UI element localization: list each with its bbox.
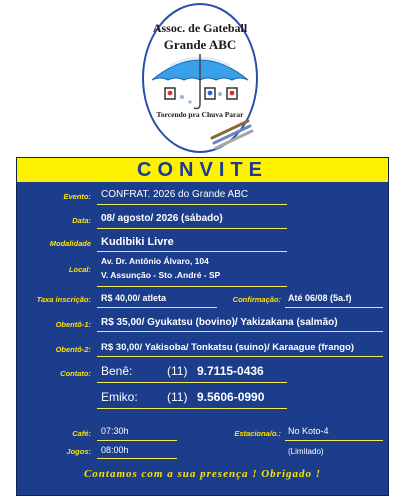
logo-title-line1: Assoc. de Gateball (152, 21, 248, 35)
value-jogos: 08:00h (101, 445, 129, 455)
value-confirmacao: Até 06/08 (5a.f) (288, 293, 352, 303)
value-evento: CONFRAT. 2026 do Grande ABC (101, 189, 249, 200)
label-evento: Evento: (63, 192, 91, 201)
underline-evento (97, 204, 287, 205)
label-data: Data: (72, 216, 91, 225)
underline-confirmacao (285, 307, 383, 308)
underline-contato (97, 382, 287, 383)
association-logo (0, 0, 400, 158)
label-jogos: Jogos: (66, 447, 91, 456)
label-obento2: Obentô-2: (55, 345, 91, 354)
underline-contato2 (97, 408, 287, 409)
underline-estaciona (285, 440, 383, 441)
underline-modalidade (97, 251, 287, 252)
underline-cafe (97, 440, 177, 441)
label-taxa: Taxa inscrição: (36, 295, 91, 304)
contact-ddd-emiko: (11) (167, 390, 188, 404)
contact-name-bene: Benê: (101, 364, 133, 378)
underline-taxa (97, 307, 217, 308)
label-confirmacao: Confirmação: (232, 295, 281, 304)
invitation-title: CONVITE (17, 158, 388, 182)
underline-data (97, 228, 287, 229)
underline-local (97, 286, 287, 287)
contact-name-emiko: Emiko: (101, 390, 138, 404)
label-contato: Contato: (60, 369, 91, 378)
logo-title-line2: Grande ABC (163, 37, 237, 52)
value-taxa: R$ 40,00/ atleta (101, 293, 167, 303)
value-local-line2: V. Assunção - Sto .André - SP (101, 270, 221, 280)
contact-phone-bene[interactable]: 9.7115-0436 (197, 364, 264, 378)
label-modalidade: Modalidade (49, 239, 91, 248)
value-cafe: 07:30h (101, 426, 129, 436)
underline-obento2 (97, 356, 383, 357)
label-estaciona: Estaciona/o.: (234, 429, 281, 438)
value-local-line1: Av. Dr. Antônio Álvaro, 104 (101, 256, 209, 266)
label-cafe: Café: (72, 429, 91, 438)
label-obento1: Obentô-1: (55, 320, 91, 329)
contact-phone-emiko[interactable]: 9.5606-0990 (197, 390, 265, 404)
value-obento1: R$ 35,00/ Gyukatsu (bovino)/ Yakizakana (salmão) (101, 317, 338, 328)
value-obento2: R$ 30,00/ Yakisoba/ Tonkatsu (suino)/ Karaague (frango) (101, 342, 355, 353)
thank-you-message: Contamos com a sua presença ! Obrigado ! (83, 468, 322, 480)
estaciona-note: (Limitado) (288, 447, 324, 456)
logo-slogan: Torcendo pra Chuva Parar (156, 110, 244, 119)
invitation-card (16, 157, 389, 496)
value-data: 08/ agosto/ 2026 (sábado) (101, 213, 223, 224)
value-modalidade: Kudibiki Livre (101, 236, 174, 248)
underline-jogos (97, 458, 177, 459)
underline-obento1 (97, 331, 383, 332)
label-local: Local: (68, 265, 91, 274)
contact-ddd-bene: (11) (167, 364, 188, 378)
value-estaciona: No Koto-4 (288, 426, 329, 436)
